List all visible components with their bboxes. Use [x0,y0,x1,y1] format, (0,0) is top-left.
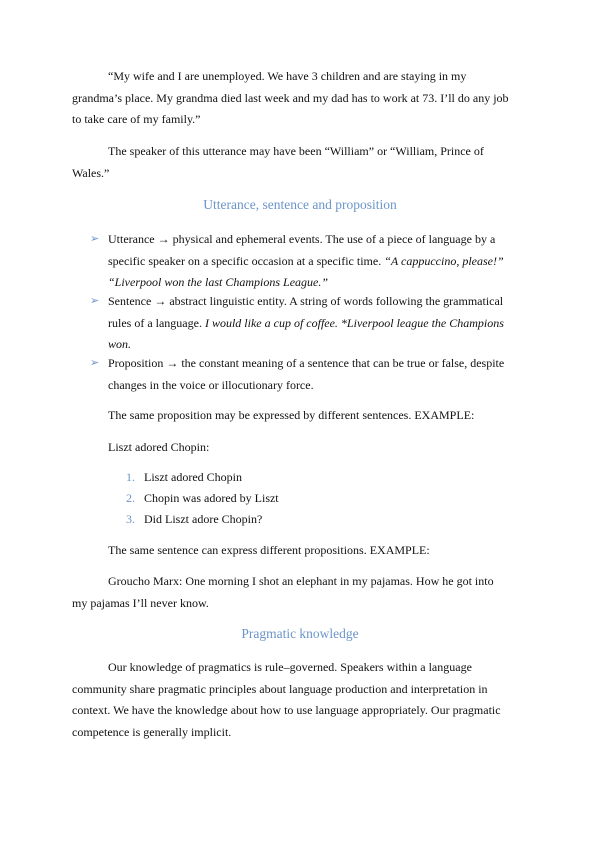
list-text: Liszt adored Chopin [144,470,242,484]
list-number: 1. [126,470,135,484]
arrow-bullet-icon: ➢ [90,357,100,369]
section-heading-utterance: Utterance, sentence and proposition [203,197,397,212]
speaker-paragraph: The speaker of this utterance may have been “William” or “William, Prince of Wales.” [72,144,484,180]
list-text: Did Liszt adore Chopin? [144,512,263,526]
list-number: 2. [126,491,135,505]
list-text: Chopin was adored by Liszt [144,491,279,505]
arrow-bullet-icon: ➢ [90,233,100,245]
bullet-utterance [90,229,510,294]
bullet-example: “A cappuccino, please!” “Liverpool won the last Champions League.” [108,253,504,289]
bullet-proposition [90,353,510,396]
pragmatic-paragraph: Our knowledge of pragmatics is rule–governed. Speakers within a language community share pragmatic principles about language production and interpretation in context. We have the knowledge about how to use language appropriately. Our pragmatic competence is generally implicit. [72,660,501,739]
bullet-sentence [90,291,510,356]
arrow-bullet-icon: ➢ [90,295,100,307]
bullet-example: I would like a cup of coffee. *Liverpool league the Champions won. [108,315,504,351]
bullet-text: Utterance → physical and ephemeral events. The use of a piece of language by a specific speaker on a specific occasion at a specific time. [108,232,496,268]
same-proposition-text: The same proposition may be expressed by different sentences. EXAMPLE: [108,408,475,422]
example-label: Liszt adored Chopin: [108,440,210,454]
same-sentence-text: The same sentence can express different propositions. EXAMPLE: [108,543,430,557]
bullet-text: Sentence → abstract linguistic entity. A string of words following the grammatical rules of a language. [108,294,504,330]
quote-paragraph: “My wife and I are unemployed. We have 3 children and are staying in my grandma’s place. My grandma died last week and my dad has to work at 73. I’ll do any job to take care of my family.” [72,69,509,126]
bullet-text: Proposition → the constant meaning of a sentence that can be true or false, despite changes in the voice or illocutionary force. [108,356,505,392]
groucho-paragraph: Groucho Marx: One morning I shot an elephant in my pajamas. How he got into my pajamas I’ll never know. [72,574,494,610]
section-heading-pragmatic: Pragmatic knowledge [241,626,359,641]
list-number: 3. [126,512,135,526]
